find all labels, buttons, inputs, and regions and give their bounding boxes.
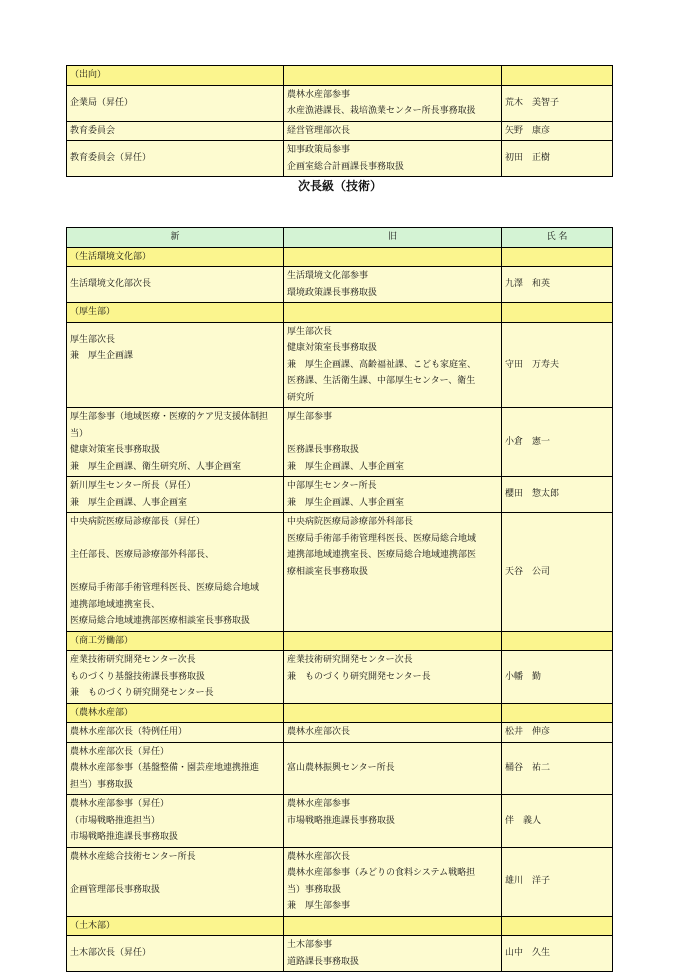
page-title: 次長級（技術） [297,179,382,193]
cell-line: （出向） [70,70,107,80]
cell-line: 農林水産部次長 [287,727,351,737]
header-new: 新 [67,228,284,248]
cell-line: （生活環境文化部） [70,251,152,262]
person-name-cell [502,847,613,916]
cell-line: 土木部参事 [287,940,333,950]
new-position-cell [67,141,284,177]
cell-line: （厚生部） [70,307,116,317]
person-name-cell [502,795,613,848]
cell-line: 富山農林振興センター所長 [287,763,395,773]
cell-line: 主任部長、医療局診療部外科部長、 [70,550,215,560]
old-position-cell [284,477,502,513]
section-empty-name [502,631,613,651]
cell-line [70,898,280,915]
old-position-cell [284,847,502,916]
cell-line [287,829,498,846]
cell-line: 医療局手術部手術管理科医長、医療局総合地域 [70,583,260,593]
cell-line: 兼 厚生企画課、人事企画室 [70,497,188,508]
section-empty-name [502,66,613,86]
table-row [67,408,613,477]
cell-line [287,685,498,702]
cell-line: 農林水産部次長（特例任用） [70,727,188,737]
cell-line: 市場戦略推進課長事務取扱 [287,815,396,826]
cell-line: 市場戦略推進課長事務取扱 [70,832,179,842]
header-row [67,228,613,248]
new-position-cell [67,477,284,513]
person-name-cell [502,322,613,408]
cell-line: 経営管理部次長 [287,125,351,136]
cell-line: 当） [70,428,89,439]
cell-line: 研究所 [287,392,315,403]
cell-line: 小倉 憲一 [505,436,551,447]
cell-line: ものづくり基盤技術課長事務取扱 [70,671,206,682]
cell-line: 中央病院医療局診療部外科部長 [287,517,414,527]
new-position-cell [67,85,284,121]
old-position-cell [284,513,502,632]
cell-line [287,426,498,443]
old-position-cell [284,121,502,141]
cell-line [70,365,280,382]
cell-line: 山中 久生 [505,948,551,959]
new-position-cell [67,513,284,632]
person-name-cell [502,651,613,704]
cell-line: 医務課、生活衛生課、中部厚生センター、衛生 [287,376,476,386]
cell-line: 生活環境文化部参事 [287,271,369,281]
cell-line [505,304,609,321]
table-row [67,477,613,513]
section-row [67,303,613,323]
table-row [67,847,613,916]
personnel-changes-table [66,227,613,972]
cell-line: 医務課長事務取扱 [287,445,360,455]
cell-line: 農林水産部参事 [287,799,351,809]
table-row [67,742,613,795]
cell-line [287,597,498,614]
cell-line: 兼 ものづくり研究開発センター長 [70,688,214,698]
cell-line: 企業局（昇任） [70,97,134,108]
cell-line: 農林水産部参事 [287,89,351,100]
cell-line: 医療局手術部手術管理科医長、医療局総合地域 [287,533,477,544]
person-name-cell [502,513,613,632]
old-position-cell [284,795,502,848]
cell-line: 当）事務取扱 [287,884,342,895]
person-name-cell [502,936,613,972]
cell-line: 農林水産総合技術センター所長 [70,851,196,862]
cell-line: 産業技術研究開発センター次長 [70,655,196,665]
section-row [67,631,613,651]
cell-line: 小幡 勤 [505,671,542,682]
new-position-cell [67,723,284,743]
cell-line [70,865,280,882]
cell-line: 療相談室長事務取扱 [287,566,369,577]
cell-line: 桶谷 祐二 [505,763,551,773]
old-position-cell [284,85,502,121]
table-row [67,513,613,632]
section-label [67,303,284,323]
cell-line: 兼 厚生企画課、高齢福祉課、こども家庭室、 [287,359,477,370]
cell-line [287,613,498,630]
cell-line: 農林水産部次長（昇任） [70,746,170,757]
person-name-cell [502,121,613,141]
table-row [67,723,613,743]
table-row [67,267,613,303]
new-position-cell [67,847,284,916]
table-row [67,795,613,848]
cell-line: 担当）事務取扱 [70,779,134,790]
cell-line: 矢野 康彦 [505,125,551,136]
new-position-cell [67,651,284,704]
cell-line: 教育委員会 [70,125,116,136]
cell-line: 企画管理部長事務取扱 [70,884,161,895]
cell-line: 道路課長事務取扱 [287,956,360,967]
cell-line: 雄川 洋子 [505,876,551,887]
table-row [67,85,613,121]
person-name-cell [502,267,613,303]
old-position-cell [284,322,502,408]
section-empty-old [284,247,502,267]
section-label [67,247,284,267]
cell-line: 農林水産部参事（みどりの食料システム戦略担 [287,868,476,878]
cell-line [287,67,498,84]
cell-line: 農林水産部次長 [287,851,351,862]
section-empty-old [284,66,502,86]
cell-line: （農林水産部） [70,707,134,718]
cell-line: 産業技術研究開発センター次長 [287,655,413,665]
table-row [67,651,613,704]
cell-line: 厚生部次長 [287,326,333,337]
new-position-cell [67,322,284,408]
cell-line: 水産漁港課長、栽培漁業センター所長事務取扱 [287,106,476,116]
old-position-cell [284,723,502,743]
cell-line: 環境政策課長事務取扱 [287,287,378,298]
cell-line: 生活環境文化部次長 [70,279,152,290]
cell-line [287,304,498,321]
cell-line: 土木部次長（昇任） [70,948,152,959]
table-row [67,141,613,177]
cell-line: 中部厚生センター所長 [287,481,377,491]
cell-line [70,381,280,398]
cell-line: 兼 厚生企画課、衛生研究所、人事企画室 [70,461,242,472]
section-label [67,916,284,936]
cell-line [505,67,609,84]
cell-line [70,564,280,581]
cell-line [287,249,498,266]
section-empty-name [502,703,613,723]
cell-line [505,633,609,650]
section-empty-old [284,703,502,723]
old-position-cell [284,408,502,477]
cell-line: 兼 ものづくり研究開発センター長 [287,671,431,682]
section-label [67,631,284,651]
cell-line: 健康対策室長事務取扱 [287,343,378,353]
section-row [67,916,613,936]
cell-line [287,633,498,650]
cell-line: 連携部地域連携室長、 [70,599,161,610]
cell-line: 荒木 美智子 [505,97,560,108]
cell-line: 伴 義人 [505,815,542,826]
new-position-cell [67,795,284,848]
cell-line: 九澤 和英 [505,279,551,290]
cell-line: 中央病院医療局診療部長（昇任） [70,517,206,527]
cell-line: （市場戦略推進担当） [70,815,161,826]
old-position-cell [284,742,502,795]
cell-line [505,249,609,266]
person-name-cell [502,85,613,121]
cell-line: 厚生部参事 [287,412,333,422]
person-name-cell [502,477,613,513]
cell-line: 知事政策局参事 [287,145,351,155]
old-position-cell [284,141,502,177]
section-row [67,703,613,723]
table-row [67,121,613,141]
section-empty-name [502,247,613,267]
cell-line: 健康対策室長事務取扱 [70,445,161,455]
new-position-cell [67,121,284,141]
old-position-cell [284,651,502,704]
cell-line: （商工労働部） [70,635,134,646]
old-position-cell [284,936,502,972]
outgoing-assignments-table [66,65,613,177]
section-empty-old [284,631,502,651]
section-empty-old [284,916,502,936]
cell-line: 守田 万寿夫 [505,359,560,370]
header-name: 氏 名 [502,228,613,248]
cell-line [287,918,498,935]
cell-line: （土木部） [70,920,116,931]
section-row [67,66,613,86]
person-name-cell [502,141,613,177]
cell-line: 兼 厚生部参事 [287,901,351,911]
cell-line: 兼 厚生企画課、人事企画室 [287,497,405,508]
header-old: 旧 [284,228,502,248]
cell-line [287,705,498,722]
cell-line: 厚生部次長 [70,334,116,345]
cell-line: 櫻田 惣太郎 [505,489,560,500]
cell-line: 連携部地域連携室長、医療局総合地域連携部医 [287,550,477,560]
cell-line: 農林水産部参事（基盤整備・園芸産地連携推進 [70,763,260,773]
cell-line: 厚生部参事（地域医療・医療的ケア児支援体制担 [70,412,269,422]
table-row [67,936,613,972]
new-position-cell [67,936,284,972]
cell-line: 松井 伸彦 [505,727,551,737]
new-position-cell [67,267,284,303]
old-position-cell [284,267,502,303]
cell-line [70,531,280,548]
cell-line [505,918,609,935]
person-name-cell [502,723,613,743]
cell-line: 兼 厚生企画課、人事企画室 [287,461,405,472]
new-position-cell [67,408,284,477]
section-label [67,66,284,86]
cell-line: 医療局総合地域連携部医療相談室長事務取扱 [70,616,251,626]
table-row [67,322,613,408]
cell-line: 兼 厚生企画課 [70,351,134,362]
section-empty-name [502,303,613,323]
cell-line: 天谷 公司 [505,566,551,577]
section-empty-old [284,303,502,323]
cell-line: 教育委員会（昇任） [70,153,152,164]
cell-line: 企画室総合計画課長事務取扱 [287,161,405,172]
cell-line: 新川厚生センター所長（昇任） [70,481,196,491]
cell-line [287,580,498,597]
cell-line: 初田 正樹 [505,153,551,164]
person-name-cell [502,742,613,795]
section-label [67,703,284,723]
cell-line: 農林水産部参事（昇任） [70,799,170,809]
new-position-cell [67,742,284,795]
section-empty-name [502,916,613,936]
person-name-cell [502,408,613,477]
cell-line [505,705,609,722]
section-row [67,247,613,267]
